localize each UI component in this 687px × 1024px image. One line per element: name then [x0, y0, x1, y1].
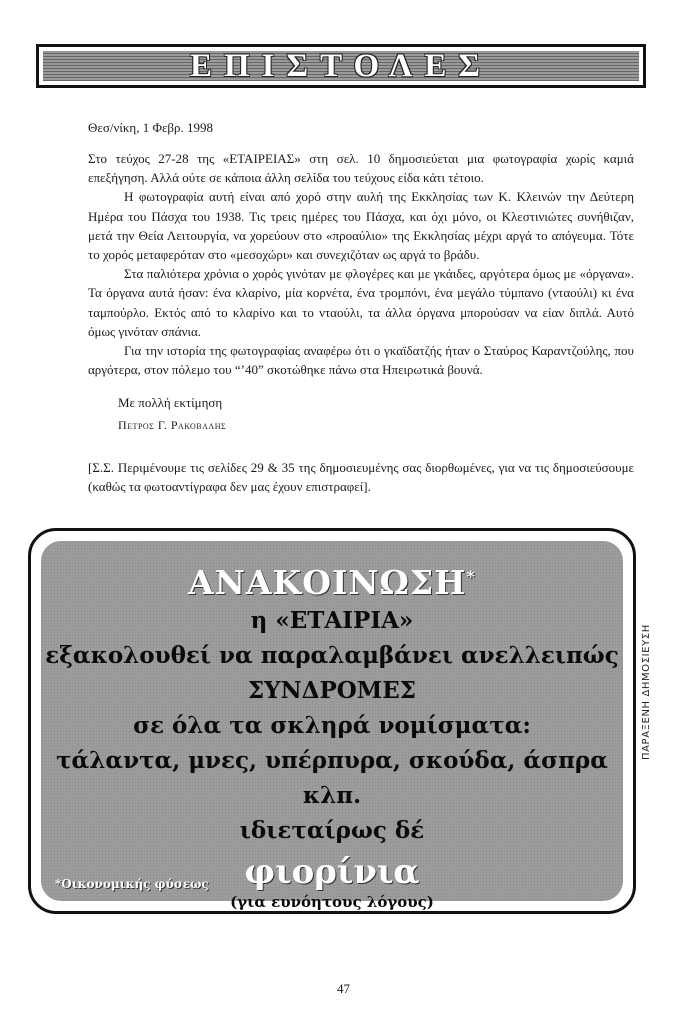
- side-label: ΠΑΡΑΞΕΝΗ ΔΗΜΟΣΙΕΥΣΗ: [641, 624, 652, 760]
- letter-paragraph: Στα παλιότερα χρόνια ο χορός γινόταν με φλογέρες και με γκάιδες, αργότερα όμως με «όργανα». Τα όργανα αυτά ήσαν: ένα κλαρίνο, μία κορνέτα, ένα τρομπόνι, ένα μεγάλο τύμπανο (νταούλι) κι ένα ταμπούρλο. Εκτός από το κλαρίνο και το νταούλι, τα άλλα όργανα μπορούσαν να είαν διπλά. Αυτό όμως γινόταν σπάνια.: [88, 266, 634, 339]
- page-number: 47: [337, 981, 350, 996]
- section-title: ΕΠΙΣΤΟΛΕΣ: [189, 47, 492, 84]
- letter-signature: Πετρος Γ. Ρακοβαλης: [118, 418, 227, 432]
- editor-note: [Σ.Σ. Περιμένουμε τις σελίδες 29 & 35 της δημοσιευμένης σας διορθωμένες, για να τις δημοσιεύσουμε (καθώς τα φωτοαντίγραφα δεν μας έχουν επιστραφεί].: [88, 460, 634, 495]
- letter-dateline: Θεσ/νίκη, 1 Φεβρ. 1998: [88, 120, 214, 135]
- announcement-text: [41, 557, 623, 912]
- letter-closing: Με πολλή εκτίμηση: [118, 395, 223, 410]
- announcement-line: ιδιεταίρως δέ: [239, 817, 425, 844]
- announcement-line: ΣΥΝΔΡΟΜΕΣ: [247, 677, 417, 704]
- announcement-title-star: *: [466, 567, 476, 586]
- section-header: [36, 44, 646, 88]
- letter-closing-block: [118, 392, 226, 436]
- letter-paragraph: Για την ιστορία της φωτογραφίας αναφέρω ότι ο γκαϊδατζής ήταν ο Σταύρος Καραντζούλης, που αργότερα, στον πόλεμο του “’40” σκοτώθηκε πάνω στα Ηπειρωτικά βουνά.: [88, 343, 634, 378]
- announcement-line: η «ΕΤΑΙΡΙΑ»: [250, 607, 414, 634]
- announcement-line: εξακολουθεί να παραλαμβάνει ανελλειπώς: [45, 642, 619, 669]
- announcement-background: [41, 541, 623, 911]
- announcement-note: (για ευνόητους λόγους): [230, 893, 434, 911]
- announcement-footnote: *Οικονομικής φύσεως: [55, 877, 209, 891]
- announcement-highlight: φιορίνια: [244, 852, 420, 892]
- announcement-line: τάλαντα, μνες, υπέρπυρα, σκούδα, άσπρα κλπ.: [56, 747, 608, 809]
- announcement-title: [41, 557, 623, 603]
- letter-body: [88, 149, 634, 379]
- letter-paragraph: Η φωτογραφία αυτή είναι από χορό στην αυλή της Εκκλησίας των Κ. Κλεινών την Δεύτερη Ημέρα του Πάσχα του 1938. Τις τρεις ημέρες του Πάσχα, και όχι μόνο, οι Κλεστινιώτες συνήθιζαν, μετά την Θεία Λειτουργία, να χορεύουν στο «προαύλιο» της Εκκλησίας μέχρι αργά το απόγευμα. Τότε το χορός μεταφερόταν στο «μεσοχώρι» και συνεχιζόταν ως αργά το βράδυ.: [88, 189, 634, 263]
- announcement-line: σε όλα τα σκληρά νομίσματα:: [133, 712, 531, 739]
- letter-paragraph: Στο τεύχος 27-28 της «ΕΤΑΙΡΕΙΑΣ» στη σελ. 10 δημοσιεύεται μια φωτογραφία χωρίς καμιά επεξήγηση. Αλλά ούτε σε κάποια άλλη σελίδα του τεύχους είδα κάτι τέτοιο.: [88, 151, 634, 186]
- announcement-box: [28, 528, 636, 914]
- announcement-title-text: ΑΝΑΚΟΙΝΩΣΗ: [188, 563, 467, 602]
- section-header-band: [43, 47, 639, 84]
